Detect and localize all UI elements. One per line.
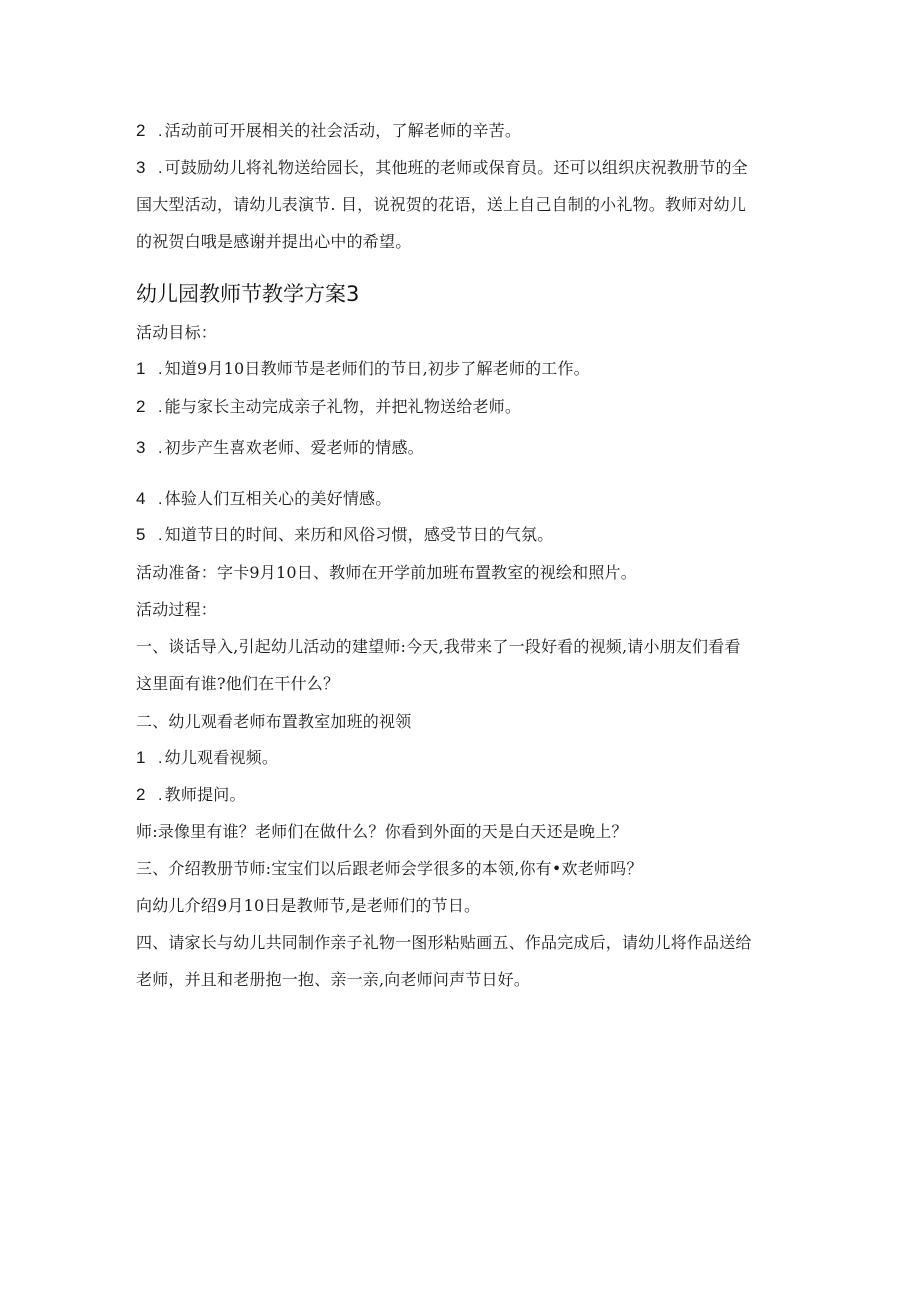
preparation-text: 活动准备：字卡9月10日、教师在开学前加班布置教室的视绘和照片。	[136, 563, 637, 582]
item-text: 活动前可开展相关的社会活动，了解老师的辛苦。	[164, 121, 522, 140]
list-item: 2 . 能与家长主动完成亲子礼物，并把礼物送给老师。	[136, 397, 522, 416]
paragraph-line: 一、谈话导入,引起幼儿活动的建望师:今天,我带来了一段好看的视频,请小朋友们看看	[136, 637, 741, 656]
item-text: 初步产生喜欢老师、爱老师的情感。	[164, 438, 424, 457]
item-number: 2	[136, 785, 146, 804]
item-number: 4	[136, 489, 146, 508]
item-number: 1	[136, 748, 146, 767]
paragraph-line: 的祝贺白哦是感谢并提出心中的希望。	[136, 232, 412, 251]
list-item: 3 . 初步产生喜欢老师、爱老师的情感。	[136, 438, 424, 457]
item-text: 体验人们互相关心的美好情感。	[164, 489, 392, 508]
paragraph-line: 这里面有谁?他们在干什么？	[136, 674, 340, 693]
item-text: 教师提问。	[164, 785, 246, 804]
item-text: 可鼓励幼儿将礼物送给园长，其他班的老师或保育员。还可以组织庆祝教册节的全	[164, 158, 748, 177]
list-item: 2 . 活动前可开展相关的社会活动，了解老师的辛苦。	[136, 121, 522, 140]
list-item: 1 . 知道9月10日教师节是老师们的节日,初步了解老师的工作。	[136, 359, 590, 378]
paragraph-line: 国大型活动，请幼儿表演节. 目，说祝贺的花语，送上自己自制的小礼物。教师对幼儿	[136, 195, 746, 214]
list-item: 4 . 体验人们互相关心的美好情感。	[136, 489, 392, 508]
item-number: 3	[136, 158, 146, 177]
item-text: 知道节日的时间、来历和风俗习惯，感受节日的气氛。	[164, 525, 554, 544]
item-number: 5	[136, 525, 146, 544]
item-number: 1	[136, 359, 146, 378]
item-text: 幼儿观看视频。	[164, 748, 279, 767]
list-item: 2 . 教师提问。	[136, 785, 246, 804]
list-item: 3 . 可鼓励幼儿将礼物送给园长，其他班的老师或保育员。还可以组织庆祝教册节的全	[136, 158, 748, 177]
process-label: 活动过程：	[136, 600, 218, 619]
paragraph-line: 老师，并且和老册抱一抱、亲一亲,向老师问声节日好。	[136, 970, 531, 989]
item-text: 能与家长主动完成亲子礼物，并把礼物送给老师。	[164, 397, 522, 416]
list-item: 1 . 幼儿观看视频。	[136, 748, 279, 767]
teacher-question: 师:录像里有谁？老师们在做什么？你看到外面的天是白天还是晚上？	[136, 822, 628, 841]
step-heading: 三、介绍教册节师:宝宝们以后跟老师会学很多的本领,你有•欢老师吗？	[136, 859, 643, 878]
item-number: 3	[136, 438, 146, 457]
paragraph-line: 四、请家长与幼儿共同制作亲子礼物一图形粘贴画五、作品完成后，请幼儿将作品送给	[136, 933, 752, 952]
goals-label: 活动目标：	[136, 323, 218, 342]
paragraph-line: 向幼儿介绍9月10日是教师节,是老师们的节日。	[136, 896, 481, 915]
list-item: 5 . 知道节日的时间、来历和风俗习惯，感受节日的气氛。	[136, 525, 554, 544]
item-text: 知道9月10日教师节是老师们的节日,初步了解老师的工作。	[164, 359, 590, 378]
item-number: 2	[136, 397, 146, 416]
item-number: 2	[136, 121, 146, 140]
step-heading: 二、幼儿观看老师布置教室加班的视领	[136, 712, 412, 731]
section-title: 幼儿园教师节教学方案3	[136, 282, 360, 306]
